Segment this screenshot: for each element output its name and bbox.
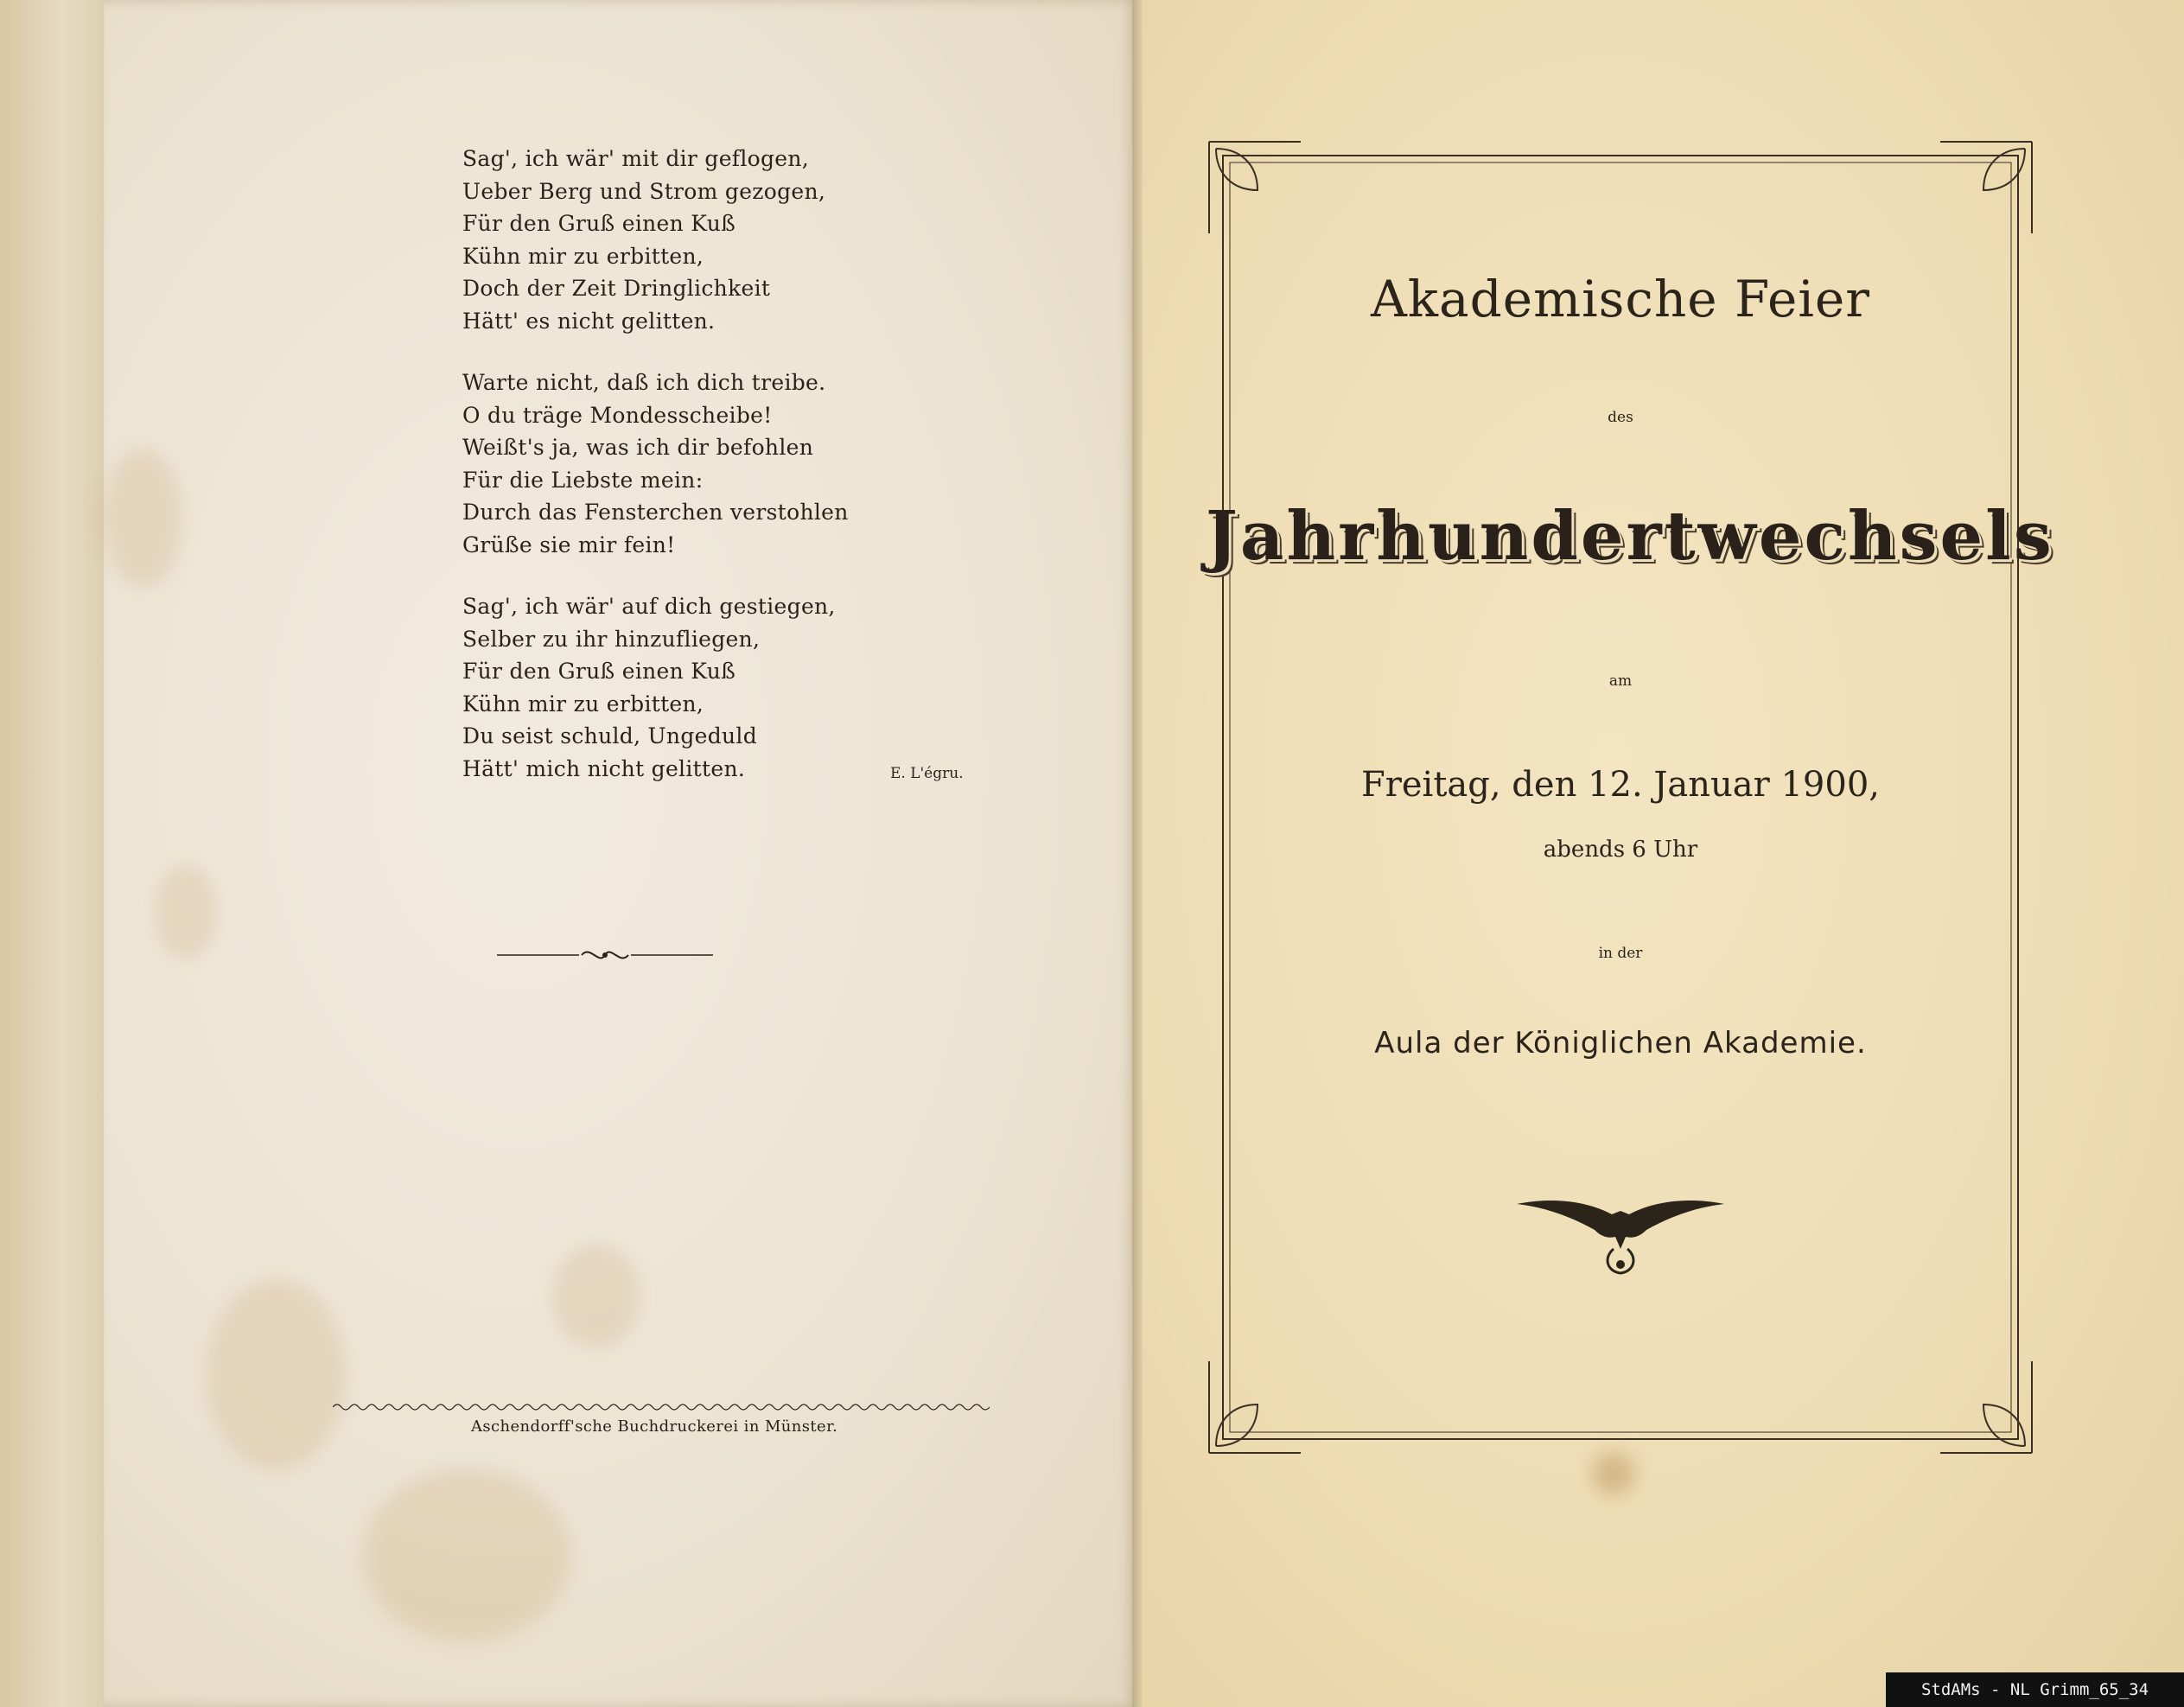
poem [462, 143, 946, 814]
poem-line: Für den Gruß einen Kuß [462, 211, 736, 236]
poem-line: Du seist schuld, Ungeduld [462, 723, 758, 748]
poem-line: Weißt's ja, was ich dir befohlen [462, 435, 814, 460]
event-time: abends 6 Uhr [1543, 837, 1698, 863]
poem-stanza-3 [462, 590, 946, 785]
poem-line: Selber zu ihr hinzufliegen, [462, 626, 761, 652]
poem-line: Kühn mir zu erbitten, [462, 691, 704, 717]
poem-line: Für die Liebste mein: [462, 467, 704, 493]
event-venue: Aula der Königlichen Akademie. [1374, 1026, 1867, 1061]
divider-ornament-icon [497, 942, 713, 968]
poem-line: Doch der Zeit Dringlichkeit [462, 276, 771, 301]
poem-line: Warte nicht, daß ich dich treibe. [462, 370, 826, 395]
event-date: Freitag, den 12. Januar 1900, [1361, 765, 1880, 805]
poem-line: Durch das Fensterchen verstohlen [462, 500, 849, 525]
connector-des: des [1608, 409, 1633, 426]
poem-line: Hätt' es nicht gelitten. [462, 308, 716, 334]
poem-line: Ueber Berg und Strom gezogen, [462, 178, 826, 204]
archive-signature-label: StdAMs - NL Grimm_65_34 [1886, 1672, 2184, 1707]
wavy-rule [333, 1400, 990, 1414]
poem-stanza-1 [462, 143, 946, 337]
event-title: Akademische Feier [1371, 270, 1870, 328]
poem-line: Sag', ich wär' mit dir geflogen, [462, 146, 810, 171]
poem-line: Kühn mir zu erbitten, [462, 243, 704, 269]
connector-am: am [1608, 672, 1633, 690]
connector-in-der: in der [1598, 945, 1643, 962]
main-heading: Jahrhundertwechsels [1206, 497, 2054, 576]
poem-author: E. L'égru. [890, 765, 964, 782]
printer-imprint: Aschendorff'sche Buchdruckerei in Münster. [471, 1417, 838, 1436]
poem-line: Grüße sie mir fein! [462, 532, 676, 557]
left-binding-edge [0, 0, 104, 1707]
eagle-vignette-icon [1517, 1188, 1724, 1283]
poem-line: Sag', ich wär' auf dich gestiegen, [462, 594, 836, 619]
poem-line: O du träge Mondesscheibe! [462, 402, 773, 428]
poem-line: Für den Gruß einen Kuß [462, 659, 736, 684]
poem-line: Hätt' mich nicht gelitten. [462, 755, 746, 781]
poem-stanza-2 [462, 366, 946, 561]
